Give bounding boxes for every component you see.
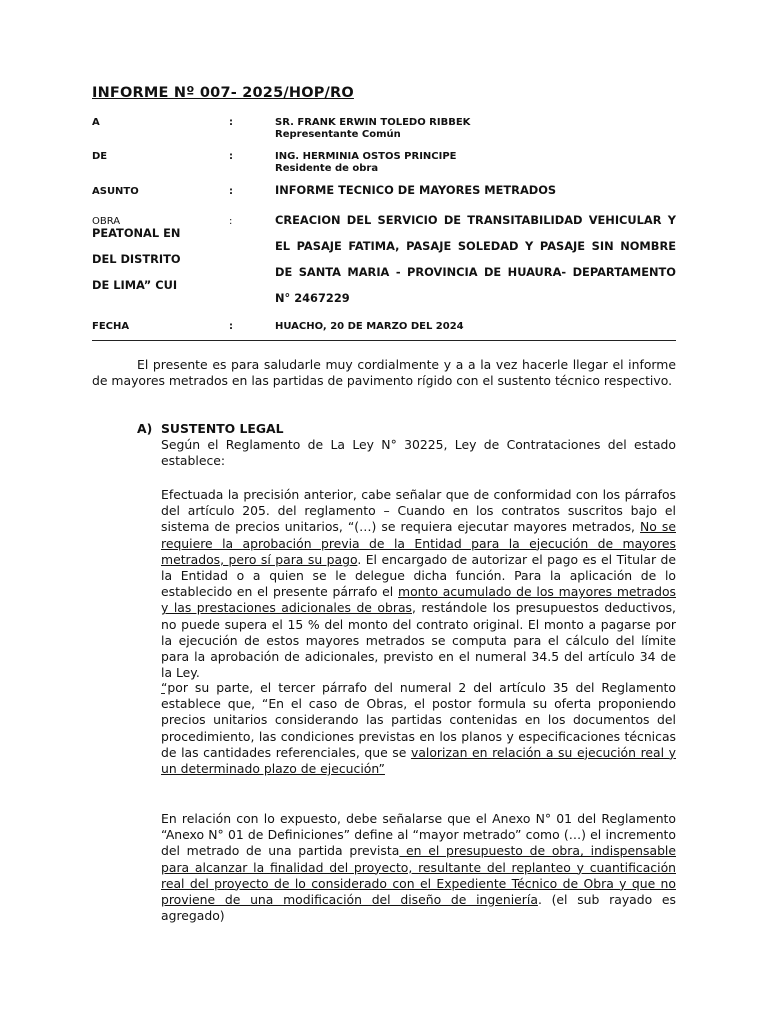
- from-colon: :: [229, 151, 233, 162]
- work-fragment-1: PEATONAL EN: [92, 226, 181, 240]
- section-letter: A): [137, 421, 153, 436]
- para4-underlined: en el presupuesto de obra, indispensable para alcanzar la finalidad del proyecto, resultante del replanteo y cuantificación real del proyecto de lo considerado con el Expediente Técnico de Obra y que no proviene de una modificación del diseño de ingeniería: [161, 843, 676, 908]
- from-name: ING. HERMINIA OSTOS PRINCIPE: [275, 151, 457, 162]
- work-line-4: N° 2467229: [275, 291, 350, 305]
- from-label: DE: [92, 151, 108, 162]
- date-label: FECHA: [92, 321, 130, 332]
- para2-text-c: , restándole los presupuestos deductivos, no puede supera el 15 % del monto del contrato original. El monto a pagarse por la ejecución de estos mayores metrados se computa para el cálculo del límite para la aprobación de adicionales, previsto en el numeral 34.5 del artículo 34 de la Ley.: [161, 600, 676, 681]
- to-name: SR. FRANK ERWIN TOLEDO RIBBEK: [275, 117, 471, 128]
- legal-paragraph-1: Según el Reglamento de La Ley N° 30225, Ley de Contrataciones del estado establece:: [161, 437, 676, 469]
- subject-label: ASUNTO: [92, 186, 139, 197]
- para3-text-a: “por su parte, el tercer párrafo del numeral 2 del artículo 35 del Reglamento establece que, “En el caso de Obras, el postor formula su oferta proponiendo precios unitarios considerando las partidas contenidas en los documentos del procedimiento, las condiciones previstas en los planos y especificaciones técnicas de las cantidades referenciales, que se: [161, 680, 676, 760]
- work-fragment-2: DEL DISTRITO: [92, 252, 181, 266]
- to-role: Representante Común: [275, 129, 401, 140]
- para2-underlined-1: No se requiere la aprobación previa de la Entidad para la ejecución de mayores metrados, pero sí para su pago: [161, 519, 676, 567]
- para2-text-b: . El encargado de autorizar el pago es el Titular de la Entidad o a quien se le delegue dicha función. Para la aplicación de lo establecido en el presente párrafo el: [161, 551, 676, 600]
- from-role: Residente de obra: [275, 163, 379, 174]
- para2-text-a: Efectuada la precisión anterior, cabe señalar que de conformidad con los párrafos del artículo 205. del reglamento – Cuando en los contratos suscritos bajo el sistema de precios unitarios, “(…) se requiera ejecutar mayores metrados,: [161, 487, 676, 535]
- para2-underlined-2: monto acumulado de los mayores metrados y las prestaciones adicionales de obras: [161, 584, 676, 616]
- work-label: OBRA: [92, 216, 121, 227]
- work-line-3: DE SANTA MARIA - PROVINCIA DE HUAURA- DEPARTAMENTO: [275, 265, 676, 279]
- subject-colon: :: [229, 186, 233, 197]
- subject-value: INFORME TECNICO DE MAYORES METRADOS: [275, 183, 557, 197]
- work-line-1: CREACION DEL SERVICIO DE TRANSITABILIDAD VEHICULAR Y: [275, 213, 676, 227]
- work-fragment-3: DE LIMA” CUI: [92, 278, 178, 292]
- para3-underlined: valorizan en relación a su ejecución real y un determinado plazo de ejecución”: [161, 744, 676, 777]
- work-line-2: EL PASAJE FATIMA, PASAJE SOLEDAD Y PASAJE SIN NOMBRE: [275, 239, 676, 253]
- date-value: HUACHO, 20 DE MARZO DEL 2024: [275, 321, 464, 332]
- legal-paragraph-2: [161, 487, 676, 681]
- para4-text-a: En relación con lo expuesto, debe señalarse que el Anexo N° 01 del Reglamento “Anexo N° 01 de Definiciones” define al “mayor metrado” como (…) el incremento del metrado de una partida prevista: [161, 811, 676, 859]
- intro-paragraph: El presente es para saludarle muy cordialmente y a a la vez hacerle llegar el informe de mayores metrados en las partidas de pavimento rígido con el sustento técnico respectivo.: [92, 357, 676, 389]
- work-colon: :: [229, 216, 233, 227]
- para4-text-b: . (el sub rayado es agregado): [161, 892, 676, 924]
- to-value: [275, 117, 470, 141]
- header-divider: [92, 340, 676, 341]
- to-colon: :: [229, 117, 233, 128]
- section-title: SUSTENTO LEGAL: [161, 421, 284, 436]
- to-label: A: [92, 117, 100, 128]
- from-value: [275, 151, 457, 175]
- report-title: INFORME Nº 007- 2025/HOP/RO: [92, 85, 354, 101]
- legal-paragraph-4: [161, 811, 676, 924]
- legal-paragraph-3: [161, 680, 676, 777]
- date-colon: :: [229, 321, 233, 332]
